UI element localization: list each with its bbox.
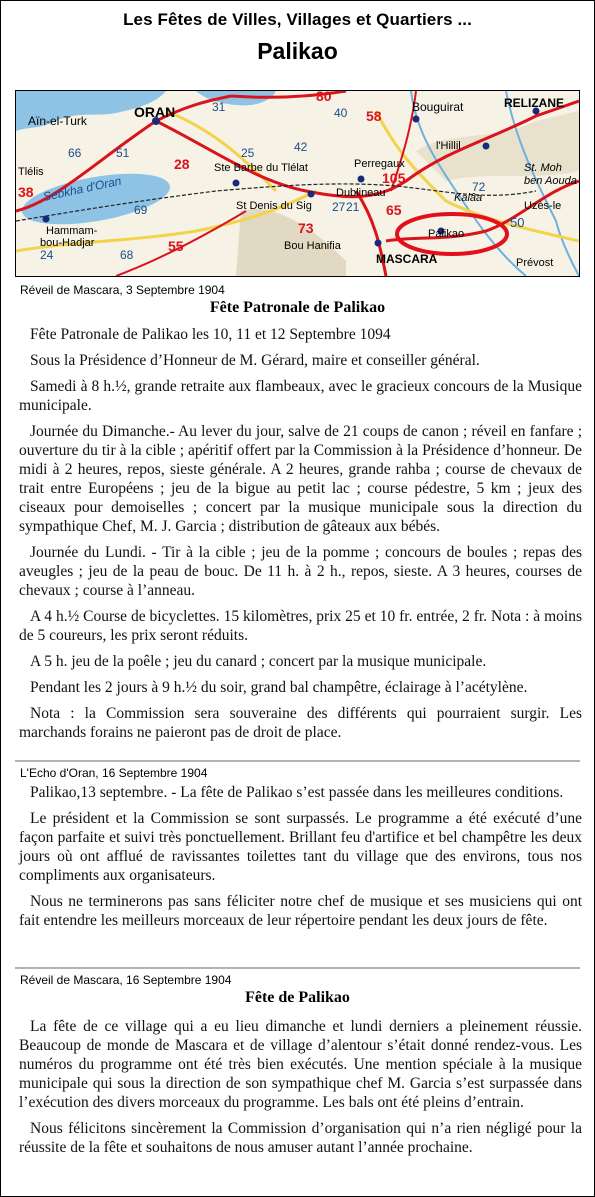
map-town-dot <box>375 240 382 247</box>
map-road-number: 58 <box>366 108 382 124</box>
map-label: RELIZANE <box>504 96 564 110</box>
article-paragraph: A 5 h. jeu de la poêle ; jeu du canard ; concert par la musique municipale. <box>30 653 487 670</box>
map-label: Aïn-el-Turk <box>28 114 87 128</box>
article-paragraph: Sous la Présidence d’Honneur de M. Gérard, maire et conseiller général. <box>30 352 480 369</box>
map-label: Ste Barbe du Tlélat <box>214 162 308 174</box>
section-divider <box>15 967 580 969</box>
map-town-dot <box>483 143 490 150</box>
map-road-number: 50 <box>510 215 525 230</box>
map-road-number: 21 <box>346 200 360 214</box>
place-title: Palikao <box>257 38 338 64</box>
article-title: Fête Patronale de Palikao <box>209 299 386 316</box>
map-road-number: 51 <box>116 146 130 160</box>
map-label: Dublineau <box>336 187 386 199</box>
map-label: Sebkha d'Oran <box>41 173 123 204</box>
article-title: Fête de Palikao <box>245 989 350 1006</box>
map-label: Uzès-le <box>524 200 562 212</box>
map-label: Hammam- <box>46 225 98 237</box>
map-label: St Denis du Sig <box>236 200 312 212</box>
map-road-number: 38 <box>18 184 34 200</box>
region-map <box>15 90 580 277</box>
map-road-number: 66 <box>68 146 82 160</box>
series-title: Les Fêtes de Villes, Villages et Quartiers ... <box>123 10 472 29</box>
map-road-number: 73 <box>298 220 314 236</box>
article-paragraph: Samedi à 8 h.½, grande retraite aux flambeaux, avec le gracieux concours de la Musique municipale. <box>19 378 582 414</box>
article-paragraph: Le président et la Commission se sont surpassés. Le programme a été exécuté d’une façon parfaite et suivi très ponctuellement. Brillant feu d'artifice et bel champêtre les deux jours où ont afflué de ravissantes toilettes tant du village que des environs, tous nos compliments aux organisateurs. <box>19 810 582 884</box>
map-road-number: 24 <box>40 248 54 262</box>
article-paragraph: Journée du Dimanche.- Au lever du jour, salve de 21 coups de canon ; réveil en fanfare ; ouverture du tir à la cible ; apéritif offert par la Commission à la Présidence d’honneur. De midi à 2 heures, repos, sieste générale. A 2 heures, grande rahba ; course de chevaux de trait entre Européens ; jeu de la bigue au petit lac ; course pédestre, 5 km ; jeux des ciseaux pour demoiselles ; concert par la musique municipale sous la direction du sympathique Chef, M. J. Garcia ; distribution de gâteaux aux bébés. <box>19 423 582 535</box>
region-map-graphic <box>16 91 579 276</box>
map-label: Palikao <box>428 228 465 240</box>
map-road-number: 69 <box>134 203 148 217</box>
map-road-number: 25 <box>241 146 255 160</box>
article-paragraph: A 4 h.½ Course de bicyclettes. 15 kilomètres, prix 25 et 10 fr. entrée, 2 fr. Nota : à moins de 5 coureurs, les prix seront réduits. <box>19 608 582 644</box>
map-label: Perregaux <box>354 158 405 170</box>
map-road-number: 42 <box>294 140 308 154</box>
map-road-number: 72 <box>472 180 486 194</box>
article-paragraph: Pendant les 2 jours à 9 h.½ du soir, grand bal champêtre, éclairage à l’acétylène. <box>30 679 528 696</box>
map-label: MASCARA <box>376 252 438 266</box>
map-label: Tlélis <box>18 166 44 178</box>
article-source: L'Echo d'Oran, 16 Septembre 1904 <box>20 766 208 780</box>
map-town-dot <box>43 216 50 223</box>
section-divider <box>15 760 580 762</box>
map-road-number: 27 <box>332 200 346 214</box>
map-road-number: 40 <box>334 106 348 120</box>
article-paragraph: Nous ne terminerons pas sans féliciter notre chef de musique et ses musiciens qui ont fait entendre les meilleurs morceaux de leur répertoire pendant les deux jours de fête. <box>19 893 582 929</box>
article-paragraph: La fête de ce village qui a eu lieu dimanche et lundi derniers a pleinement réussie. Beaucoup de monde de Mascara et de village d’alentour s’était donné rendez-vous. Les numéros du programme ont été très bien exécutés. Une mention spéciale à la musique municipale qui sous la direction de son sympathique chef M. Garcia s’est surpassée dans l’exécution des divers morceaux du programme. Les bals ont été pleins d’entrain. <box>19 1018 582 1111</box>
article-body <box>19 325 582 749</box>
map-road-number: 65 <box>386 202 402 218</box>
article-body <box>19 783 582 937</box>
article-source: Réveil de Mascara, 16 Septembre 1904 <box>20 973 232 987</box>
map-label: Bou Hanifia <box>284 240 341 252</box>
article-source: Réveil de Mascara, 3 Septembre 1904 <box>20 283 225 297</box>
map-label: St. Moh <box>524 162 562 174</box>
article-paragraph: Journée du Lundi. - Tir à la cible ; jeu de la pomme ; concours de boules ; repas des aveugles ; jeu de la peau de bouc. De 11 h. à 2 h., repos, sieste. A 3 heures, courses de chevaux ; course à l’anneau. <box>19 544 582 599</box>
article-paragraph: Nous félicitons sincèrement la Commission d’organisation qui n’a rien négligé pour la réussite de la fête et souhaitons de nous amuser autant l’année prochaine. <box>19 1120 582 1156</box>
map-road-number: 80 <box>316 91 332 104</box>
map-town-dot <box>233 180 240 187</box>
map-road-number: 31 <box>212 100 226 114</box>
map-road-number: 68 <box>120 248 134 262</box>
map-label: ben Aouda <box>524 175 577 187</box>
map-label: Kalâa <box>454 192 483 204</box>
map-road-number: 55 <box>168 238 184 254</box>
map-label: ORAN <box>134 104 176 120</box>
map-label: bou-Hadjar <box>40 237 95 249</box>
map-label: l'Hillil <box>436 140 461 152</box>
map-road-number: 105 <box>382 170 406 186</box>
map-town-dot <box>358 176 365 183</box>
article-body <box>19 1017 582 1164</box>
map-label: Bouguirat <box>412 100 464 114</box>
article-paragraph: Nota : la Commission sera souveraine des différents qui pourraient surgir. Les marchands forains ne paieront pas de droit de place. <box>19 705 582 741</box>
article-paragraph: Palikao,13 septembre. - La fête de Palikao s’est passée dans les meilleures conditions. <box>30 784 564 801</box>
page-header <box>1 10 594 65</box>
map-town-dot <box>308 191 315 198</box>
map-town-dot <box>413 116 420 123</box>
map-road-number: 28 <box>174 156 190 172</box>
article-paragraph: Fête Patronale de Palikao les 10, 11 et 12 Septembre 1094 <box>30 326 391 343</box>
map-label: Prévost <box>516 257 554 269</box>
